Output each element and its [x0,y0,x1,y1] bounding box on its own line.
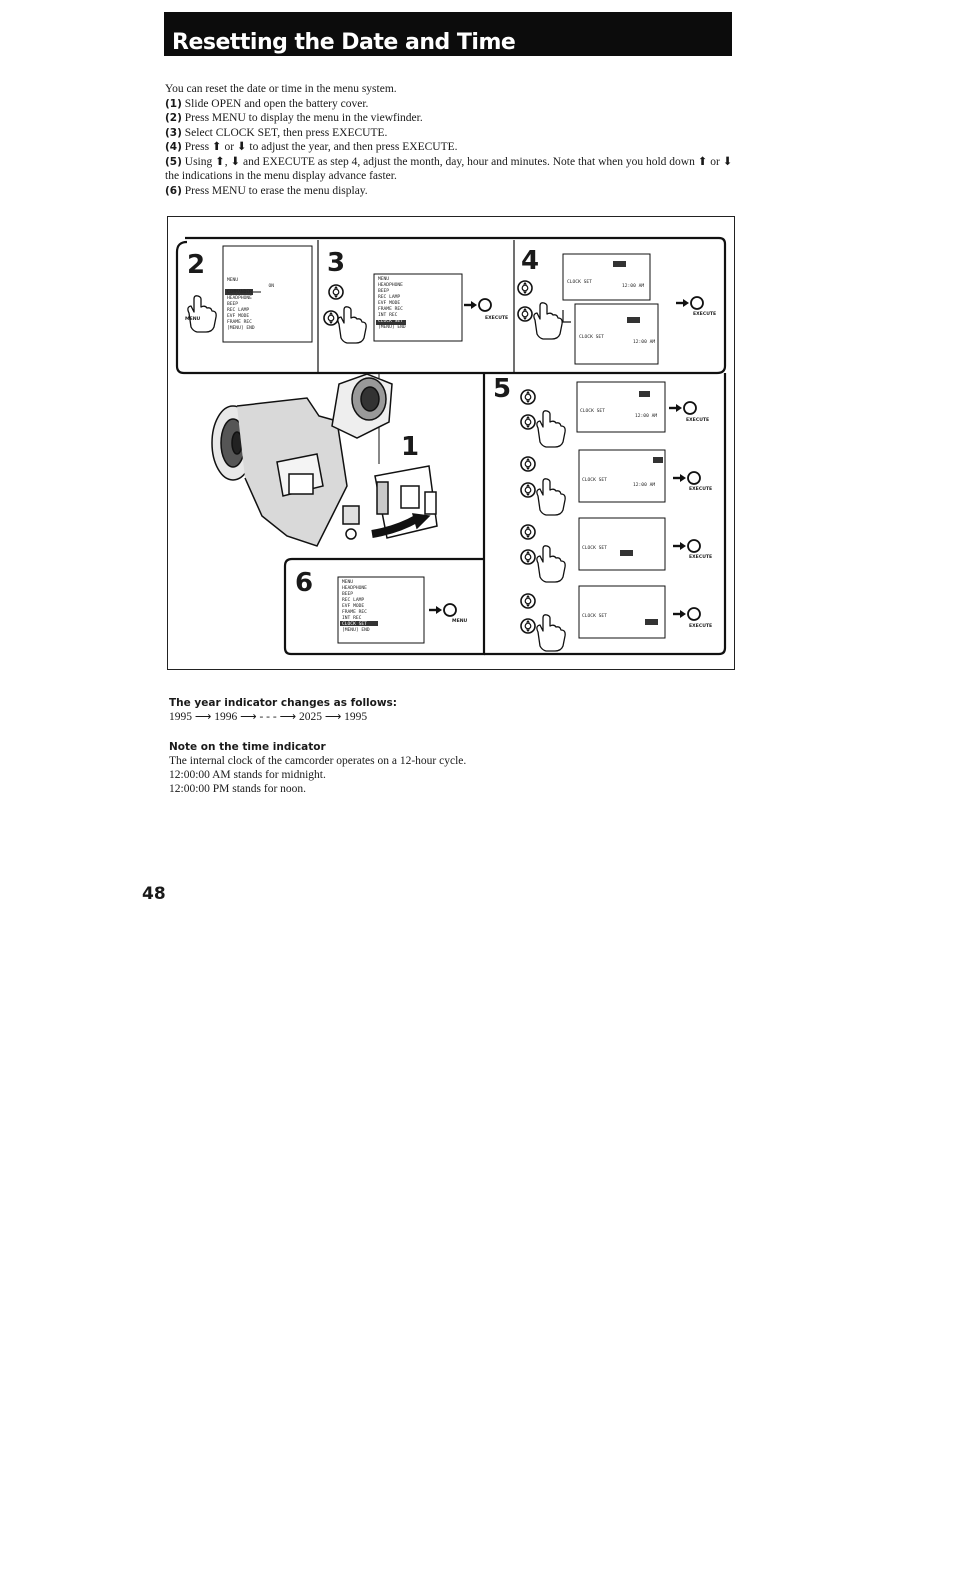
instructions [165,82,735,198]
step-6: (6) Press MENU to erase the menu display. [165,184,368,197]
time-value-4b: 12:00 AM [633,340,656,345]
year-heading: The year indicator changes as follows: [169,697,398,709]
step-number-6: 6 [295,568,314,598]
execute-label-5d: EXECUTE [689,624,713,629]
menu-button-label-2: MENU [185,317,201,322]
step-number-4: 4 [521,246,540,276]
clock-set-label-4a: CLOCK SET [567,280,592,285]
step-number-3: 3 [327,248,346,278]
notes-section [169,696,729,796]
step-number-5: 5 [493,374,512,404]
time-note-1: The internal clock of the camcorder operates on a 12-hour cycle. [169,755,467,767]
page-number: 48 [142,884,166,904]
clock-set-label-5d: CLOCK SET [582,614,607,619]
time-heading: Note on the time indicator [169,741,326,753]
intro-text: You can reset the date or time in the menu system. [165,83,397,95]
step-3: (3) Select CLOCK SET, then press EXECUTE. [165,126,388,139]
execute-label-5c: EXECUTE [689,555,713,560]
year-sequence: 1995 ⟶ 1996 ⟶ - - - ⟶ 2025 ⟶ 1995 [169,711,368,723]
step-number-2: 2 [187,250,206,280]
execute-label-3: EXECUTE [485,316,509,321]
time-note-3: 12:00:00 PM stands for noon. [169,783,307,795]
execute-label-5a: EXECUTE [686,418,710,423]
time-value-5a: 12:00 AM [635,414,658,419]
step-number-1: 1 [401,432,420,462]
clock-set-label-4b: CLOCK SET [579,335,604,340]
instruction-figure [167,216,735,670]
time-note-2: 12:00:00 AM stands for midnight. [169,769,326,781]
time-value-4a: 12:00 AM [622,284,645,289]
execute-label-5b: EXECUTE [689,487,713,492]
step-1: (1) Slide OPEN and open the battery cover. [165,97,369,110]
menu-button-label-6: MENU [452,619,468,624]
step-2: (2) Press MENU to display the menu in the viewfinder. [165,112,423,124]
menu-screen-6: MENU HEADPHONE BEEP REC LAMP EVF MODE FRAME REC INT REC CLOCK SET [MENU] END [342,580,370,633]
execute-label-4: EXECUTE [693,312,717,317]
clock-set-label-5a: CLOCK SET [580,409,605,414]
step-4: (4) Press ⬆ or ⬇ to adjust the year, and then press EXECUTE. [165,141,458,153]
menu-screen-2: MENU CLOCK SET ON COMMANDER HEADPHONE BEEP REC LAMP EVF MODE FRAME REC [MENU] END [227,278,275,331]
time-value-5b: 12:00 AM [633,483,656,488]
page-title: Resetting the Date and Time [172,30,516,55]
clock-set-label-5b: CLOCK SET [582,478,607,483]
step-5: (5) Using ⬆, ⬇ and EXECUTE as step 4, adjust the month, day, hour and minutes. Note that when you hold down ⬆ or ⬇ the indications in the menu display advance faster. [165,155,733,182]
menu-screen-3: MENU HEADPHONE BEEP REC LAMP EVF MODE FRAME REC INT REC CLOCK SET [MENU] END [378,277,406,330]
clock-set-label-5c: CLOCK SET [582,546,607,551]
